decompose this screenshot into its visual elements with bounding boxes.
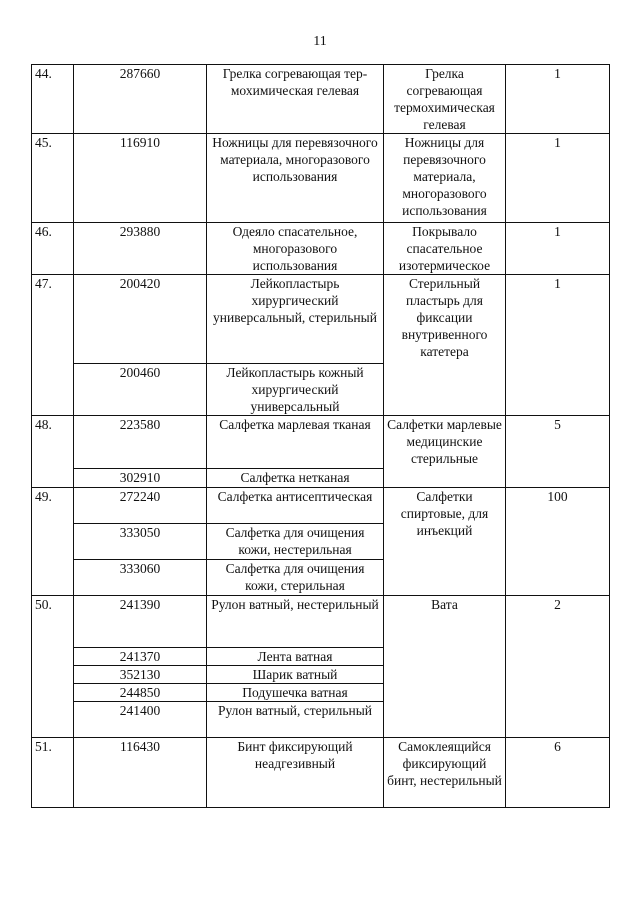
item-name: Шарик ватный [207,666,384,684]
medical-items-table [31,64,610,808]
item-name: Салфетка антисептическая [207,488,384,524]
item-code: 333060 [74,560,207,596]
group-name: Грелка согревающая термохимическая гелевая [384,65,506,134]
row-number: 44. [32,65,74,134]
item-name: Лента ватная [207,648,384,666]
quantity: 1 [506,134,610,223]
item-code: 241400 [74,702,207,738]
item-code: 223580 [74,416,207,469]
row-number: 47. [32,275,74,416]
table-row [32,65,610,134]
group-name: Салфетки марлевые медицинские стерильные [384,416,506,488]
quantity: 100 [506,488,610,596]
item-code: 352130 [74,666,207,684]
item-code: 293880 [74,223,207,275]
item-code: 200460 [74,364,207,416]
item-name: Грелка согревающая тер-мохимическая гелевая [207,65,384,134]
item-code: 200420 [74,275,207,364]
table-row [32,223,610,275]
item-code: 241370 [74,648,207,666]
table-row [32,416,610,469]
quantity: 2 [506,596,610,738]
item-name: Подушечка ватная [207,684,384,702]
item-name: Одеяло спасательное, многоразового использования [207,223,384,275]
group-name: Самоклеящийся фиксирующий бинт, нестерильный [384,738,506,808]
item-name: Лейкопластырь кожный хирургический универсальный [207,364,384,416]
row-number: 49. [32,488,74,596]
quantity: 1 [506,223,610,275]
item-code: 287660 [74,65,207,134]
item-name: Лейкопластырь хирургический универсальный, стерильный [207,275,384,364]
row-number: 48. [32,416,74,488]
item-code: 302910 [74,469,207,488]
table-row [32,738,610,808]
table-row [32,596,610,648]
row-number: 51. [32,738,74,808]
table-row [32,134,610,223]
item-name: Салфетка нетканая [207,469,384,488]
item-code: 116430 [74,738,207,808]
item-name: Салфетка для очищения кожи, стерильная [207,560,384,596]
quantity: 1 [506,65,610,134]
quantity: 5 [506,416,610,488]
item-name: Бинт фиксирующий неадгезивный [207,738,384,808]
item-code: 241390 [74,596,207,648]
item-name: Салфетка марлевая тканая [207,416,384,469]
item-name: Салфетка для очищения кожи, нестерильная [207,524,384,560]
table-row [32,275,610,364]
item-name: Рулон ватный, нестерильный [207,596,384,648]
item-name: Ножницы для перевязочного материала, многоразового использования [207,134,384,223]
row-number: 46. [32,223,74,275]
item-code: 244850 [74,684,207,702]
quantity: 1 [506,275,610,416]
item-code: 116910 [74,134,207,223]
item-code: 333050 [74,524,207,560]
row-number: 50. [32,596,74,738]
group-name: Ножницы для перевязочного материала, многоразового использования [384,134,506,223]
group-name: Вата [384,596,506,738]
row-number: 45. [32,134,74,223]
group-name: Стерильный пластырь для фиксации внутривенного катетера [384,275,506,416]
quantity: 6 [506,738,610,808]
page-number: 11 [313,34,327,49]
item-code: 272240 [74,488,207,524]
item-name: Рулон ватный, стерильный [207,702,384,738]
group-name: Покрывало спасательное изотермическое [384,223,506,275]
table-row [32,488,610,524]
group-name: Салфетки спиртовые, для инъекций [384,488,506,596]
